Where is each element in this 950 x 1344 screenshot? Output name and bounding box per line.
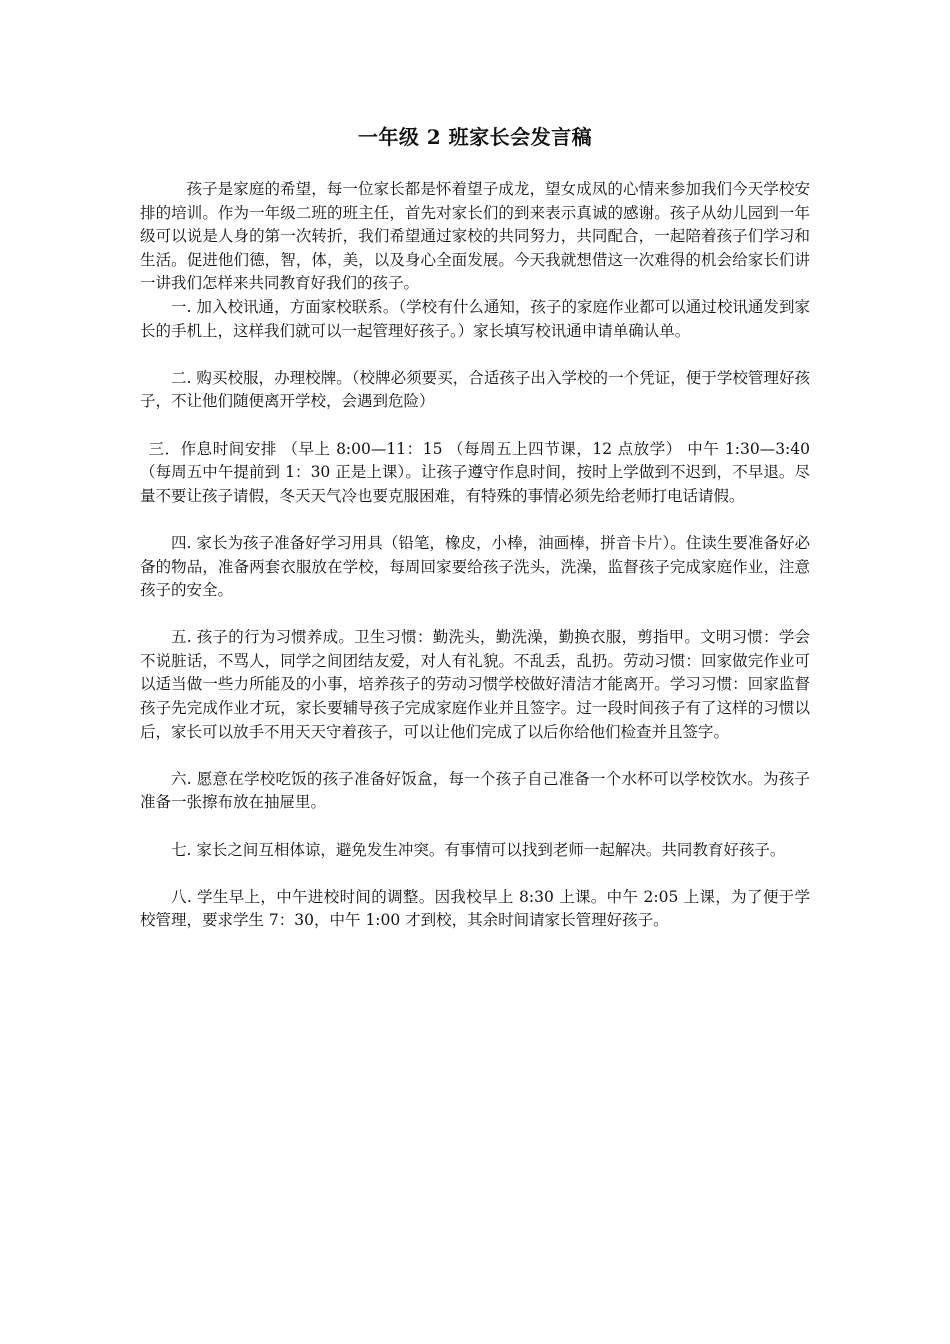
item-7-paragraph: 七. 家长之间互相体谅，避免发生冲突。有事情可以找到老师一起解决。共同教育好孩子。 — [171, 840, 786, 859]
item-3-paragraph: 三．作息时间安排 （早上 8:00—11：15 （每周五上四节课，12 点放学） 中午 1:30—3:40（每周五中午提前到 1：30 正是上课）。让孩子遵守作息时间，按时上学做到不迟到，不早退。尽量不要让孩子请假，冬天天气冷也要克服困难，有特殊的事情必须先给老师打电话请假。 — [140, 439, 810, 505]
item-1-paragraph: 一. 加入校讯通，方面家校联系。（学校有什么通知，孩子的家庭作业都可以通过校讯通发到家长的手机上，这样我们就可以一起管理好孩子。）家长填写校讯通申请单确认单。 — [140, 297, 810, 340]
item-5-paragraph: 五. 孩子的行为习惯养成。卫生习惯：勤洗头，勤洗澡，勤换衣服，剪指甲。文明习惯：学会不说脏话，不骂人，同学之间团结友爱，对人有礼貌。不乱丢，乱扔。劳动习惯：回家做完作业可以适当做一些力所能及的小事，培养孩子的劳动习惯学校做好清洁才能离开。学习习惯：回家监督孩子先完成作业才玩，家长要辅导孩子完成家庭作业并且签字。过一段时间孩子有了这样的习惯以后，家长可以放手不用天天守着孩子，可以让他们完成了以后你给他们检查并且签字。 — [140, 628, 810, 741]
item-8-paragraph: 八. 学生早上，中午进校时间的调整。因我校早上 8:30 上课。中午 2:05 上课，为了便于学校管理，要求学生 7：30，中午 1:00 才到校，其余时间请家长管理好孩子。 — [140, 887, 810, 930]
item-6-paragraph: 六. 愿意在学校吃饭的孩子准备好饭盒，每一个孩子自己准备一个水杯可以学校饮水。为孩子准备一张擦布放在抽屉里。 — [140, 769, 810, 812]
item-2-paragraph: 二. 购买校服，办理校牌。（校牌必须要买，合适孩子出入学校的一个凭证，便于学校管理好孩子，不让他们随便离开学校，会遇到危险） — [140, 368, 810, 411]
document-body — [140, 178, 810, 933]
paragraph-spacer — [140, 744, 810, 768]
paragraph-spacer — [140, 815, 810, 839]
intro-paragraph: 孩子是家庭的希望，每一位家长都是怀着望子成龙，望女成凤的心情来参加我们今天学校安排的培训。作为一年级二班的班主任，首先对家长们的到来表示真诚的感谢。孩子从幼儿园到一年级可以说是人身的第一次转折，我们希望通过家校的共同努力，共同配合，一起陪着孩子们学习和生活。促进他们德，智，体，美，以及身心全面发展。今天我就想借这一次难得的机会给家长们讲一讲我们怎样来共同教育好我们的孩子。 — [140, 180, 810, 293]
paragraph-spacer — [140, 343, 810, 367]
paragraph-spacer — [140, 414, 810, 438]
item-4-paragraph: 四. 家长为孩子准备好学习用具（铅笔，橡皮，小棒，油画棒，拼音卡片）。住读生要准备好必备的物品，准备两套衣服放在学校，每周回家要给孩子洗头，洗澡，监督孩子完成家庭作业，注意孩子的安全。 — [140, 533, 810, 600]
document-title: 一年级 2 班家长会发言稿 — [357, 125, 593, 149]
paragraph-spacer — [140, 862, 810, 886]
paragraph-spacer — [140, 508, 810, 532]
paragraph-spacer — [140, 603, 810, 627]
